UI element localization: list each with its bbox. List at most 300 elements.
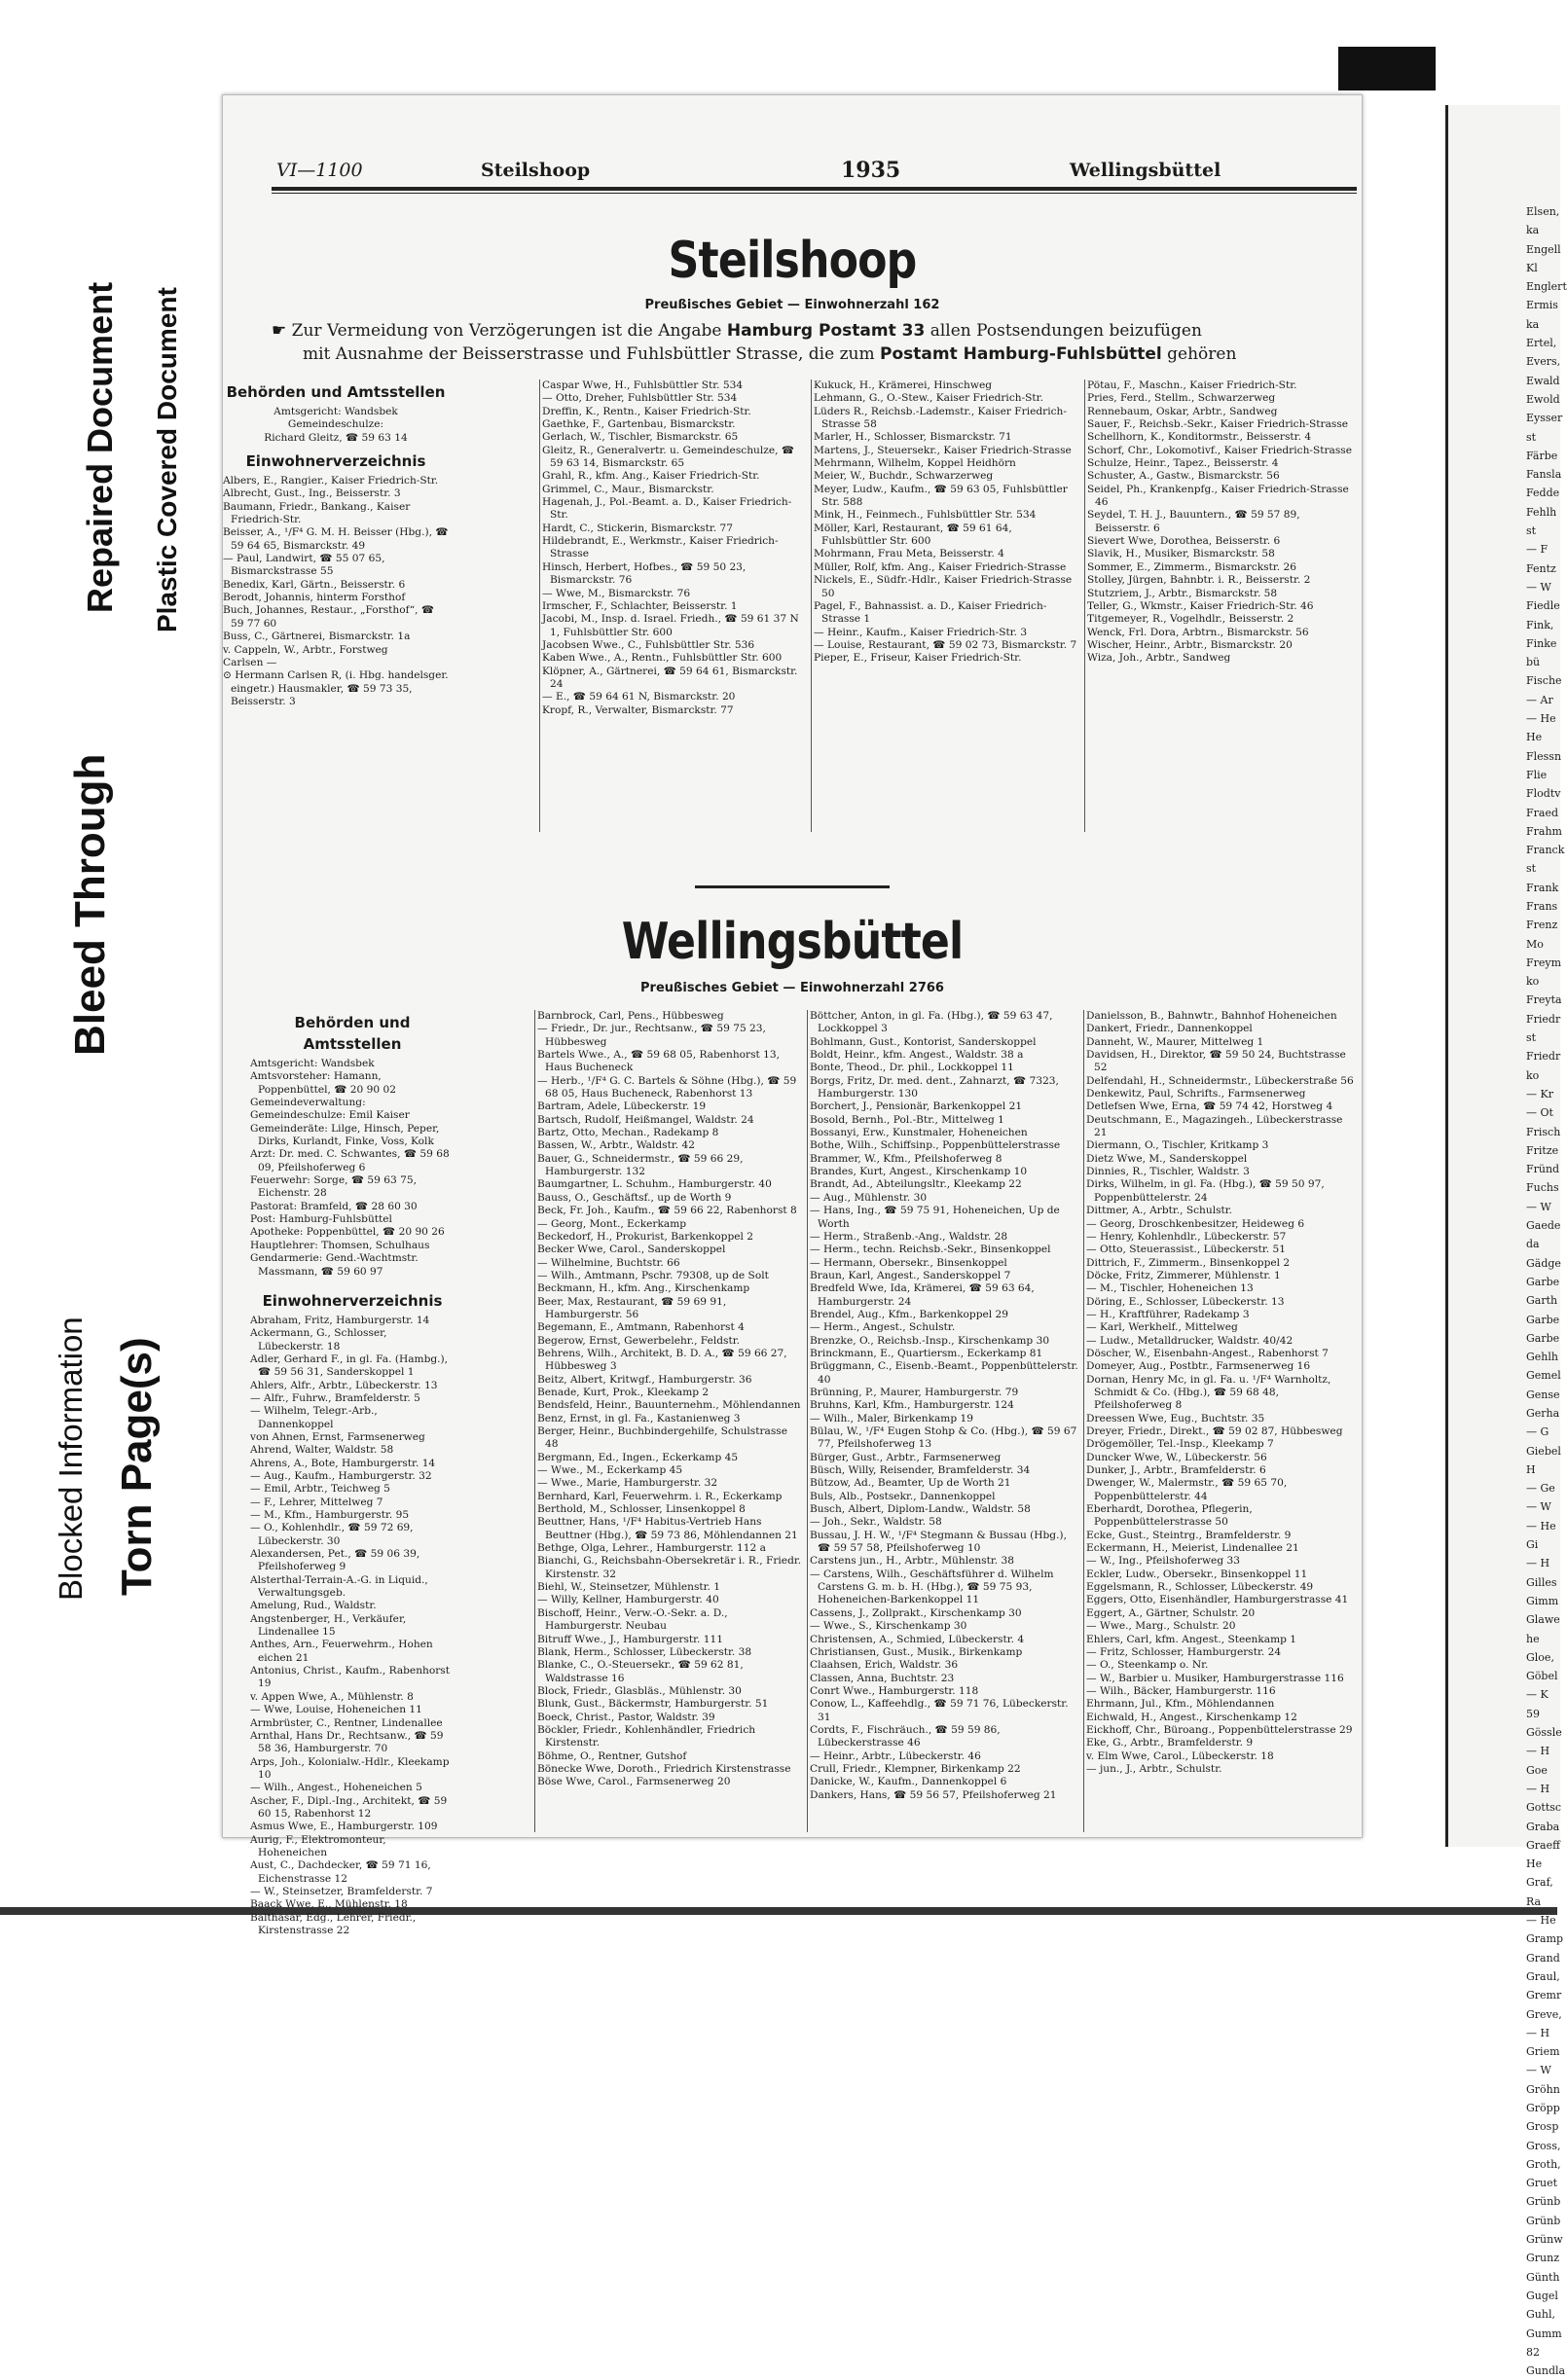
- fragment-line: ko: [1526, 1068, 1540, 1082]
- directory-entry: Marler, H., Schlosser, Bismarckstr. 71: [814, 431, 1012, 444]
- directory-entry: — Wwe, M., Bismarckstr. 76: [542, 587, 691, 599]
- directory-entry: Wischer, Heinr., Arbtr., Bismarckstr. 20: [1087, 638, 1293, 651]
- directory-entry: Bartsch, Rudolf, Heißmangel, Waldstr. 24: [537, 1113, 754, 1126]
- fragment-line: Günth: [1526, 2270, 1560, 2284]
- fragment-line: Fische: [1526, 674, 1562, 688]
- fragment-line: Ra: [1526, 1894, 1542, 1908]
- directory-entry: Biehl, W., Steinsetzer, Mühlenstr. 1: [537, 1581, 721, 1594]
- directory-entry: Brünning, P., Maurer, Hamburgerstr. 79: [810, 1386, 1019, 1398]
- header-right-town: Wellingsbüttel: [1070, 160, 1221, 181]
- directory-entry: Eckler, Ludw., Obersekr., Binsenkoppel 11: [1086, 1568, 1308, 1580]
- fragment-line: Gädge: [1526, 1256, 1561, 1270]
- fragment-line: Frahm: [1526, 824, 1562, 838]
- directory-entry: Dankert, Friedr., Dannenkoppel: [1086, 1023, 1253, 1035]
- directory-entry: Ahlers, Alfr., Arbtr., Lübeckerstr. 13: [250, 1379, 438, 1391]
- directory-entry: Amtsvorsteher: Hamann, Poppenbüttel, ☎ 20 90 02: [250, 1070, 396, 1096]
- town-title-wellingsbuettel: Wellingsbüttel: [621, 913, 964, 971]
- directory-entry: Beitz, Albert, Kritwgf., Hamburgerstr. 36: [537, 1373, 752, 1386]
- directory-entry: Richard Gleitz, ☎ 59 63 14: [264, 431, 408, 444]
- directory-entry: Beck, Fr. Joh., Kaufm., ☎ 59 66 22, Rabenhorst 8: [537, 1205, 797, 1217]
- fragment-line: — H: [1526, 1782, 1550, 1795]
- directory-entry: Dinnies, R., Tischler, Waldstr. 3: [1086, 1166, 1250, 1178]
- directory-entry: Begemann, E., Amtmann, Rabenhorst 4: [537, 1321, 745, 1334]
- directory-entry: Blunk, Gust., Bäckermstr, Hamburgerstr. 51: [537, 1698, 769, 1711]
- directory-entry: Sauer, F., Reichsb.-Sekr., Kaiser Friedrich-Strasse: [1087, 418, 1349, 431]
- directory-entry: Anthes, Arn., Feuerwehrm., Hohen eichen 21: [250, 1639, 433, 1664]
- directory-entry: Danneht, W., Maurer, Mittelweg 1: [1086, 1035, 1264, 1048]
- fragment-line: Grunz: [1526, 2252, 1560, 2265]
- notice-text-1: Zur Vermeidung von Verzögerungen ist die Angabe: [291, 321, 722, 341]
- directory-entry: Arzt: Dr. med. C. Schwantes, ☎ 59 68 09, Pfeilshoferweg 6: [250, 1148, 450, 1173]
- directory-entry: Wiza, Joh., Arbtr., Sandweg: [1087, 652, 1231, 665]
- directory-entry: Berger, Heinr., Buchbindergehilfe, Schulstrasse 48: [537, 1425, 788, 1451]
- fragment-line: Griem: [1526, 2045, 1560, 2059]
- directory-entry: Pötau, F., Maschn., Kaiser Friedrich-Str.: [1087, 379, 1297, 391]
- directory-entry: Abraham, Fritz, Hamburgerstr. 14: [250, 1314, 430, 1326]
- directory-entry: Gemeinderäte: Lilge, Hinsch, Peper, Dirks, Kurlandt, Finke, Voss, Kolk: [250, 1122, 440, 1148]
- fragment-line: Flie: [1526, 768, 1548, 781]
- fragment-line: Graf,: [1526, 1876, 1553, 1890]
- directory-entry: Cassens, J., Zollprakt., Kirschenkamp 30: [810, 1606, 1022, 1619]
- directory-entry: Braun, Karl, Angest., Sanderskoppel 7: [810, 1269, 1011, 1281]
- fragment-line: — He: [1526, 1914, 1556, 1928]
- directory-entry: Dankers, Hans, ☎ 59 56 57, Pfeilshoferweg 21: [810, 1788, 1057, 1801]
- directory-entry: Dreyer, Friedr., Direkt., ☎ 59 02 87, Hübbesweg: [1086, 1425, 1343, 1437]
- directory-entry: v. Cappeln, W., Arbtr., Forstweg: [223, 643, 388, 656]
- directory-entry: Nickels, E., Südfr.-Hdlr., Kaiser Friedrich-Strasse 50: [814, 574, 1073, 599]
- directory-entry: — Wilh., Amtmann, Pschr. 79308, up de Solt: [537, 1269, 769, 1281]
- fragment-line: Garbe: [1526, 1331, 1560, 1345]
- directory-entry: Amtsgericht: Wandsbek: [273, 406, 398, 417]
- directory-entry: Carlsen —: [223, 656, 277, 668]
- directory-entry: Bauss, O., Geschäftsf., up de Worth 9: [537, 1191, 732, 1204]
- fragment-line: Gumm: [1526, 2326, 1562, 2340]
- directory-entry: — Wilh., Bäcker, Hamburgerstr. 116: [1086, 1684, 1276, 1697]
- directory-entry: Sommer, E., Zimmerm., Bismarckstr. 26: [1087, 560, 1296, 573]
- directory-entry: Domeyer, Aug., Postbtr., Farmsenerweg 16: [1086, 1360, 1311, 1373]
- fragment-line: Garth: [1526, 1294, 1558, 1308]
- fragment-line: st: [1526, 524, 1537, 538]
- label-torn-pages: Torn Page(s): [113, 1337, 161, 1596]
- directory-entry: Grahl, R., kfm. Ang., Kaiser Friedrich-Str.: [542, 470, 760, 483]
- directory-entry: Bothe, Wilh., Schiffsinp., Poppenbüttelerstrasse: [810, 1139, 1061, 1152]
- directory-entry: Berodt, Johannis, hinterm Forsthof: [223, 592, 406, 604]
- fragment-list: [1448, 105, 1567, 2380]
- town-title-steilshoop: Steilshoop: [668, 232, 917, 290]
- residents-list: [542, 379, 805, 717]
- directory-entry: Bergmann, Ed., Ingen., Eckerkamp 45: [537, 1451, 739, 1463]
- directory-entry: — W., Ing., Pfeilshoferweg 33: [1086, 1555, 1240, 1568]
- directory-entry: Brenzke, O., Reichsb.-Insp., Kirschenkamp 30: [810, 1334, 1050, 1347]
- directory-entry: Borchert, J., Pensionär, Barkenkoppel 21: [810, 1100, 1023, 1113]
- directory-entry: Deutschmann, E., Magazingeh., Lübeckerstrasse 21: [1086, 1113, 1343, 1139]
- directory-entry: Behrens, Wilh., Architekt, B. D. A., ☎ 59 66 27, Hübbesweg 3: [537, 1347, 787, 1373]
- directory-entry: Mehrmann, Wilhelm, Koppel Heidhörn: [814, 457, 1016, 470]
- residents-list: [537, 1010, 802, 1789]
- directory-entry: Berthold, M., Schlosser, Linsenkoppel 8: [537, 1503, 746, 1516]
- directory-entry: — H., Kraftführer, Radekamp 3: [1086, 1308, 1250, 1320]
- directory-entry: Barnbrock, Carl, Pens., Hübbesweg: [537, 1010, 724, 1022]
- directory-entry: Pries, Ferd., Stellm., Schwarzerweg: [1087, 392, 1276, 405]
- town-subtitle-steilshoop: Preußisches Gebiet — Einwohnerzahl 162: [644, 298, 940, 312]
- directory-entry: — Heinr., Kaufm., Kaiser Friedrich-Str. 3: [814, 626, 1028, 638]
- fragment-line: Gerha: [1526, 1407, 1560, 1420]
- directory-entry: Eichwald, H., Angest., Kirschenkamp 12: [1086, 1711, 1297, 1723]
- directory-entry: Dittrich, F., Zimmerm., Binsenkoppel 2: [1086, 1256, 1291, 1269]
- fragment-line: — Ge: [1526, 1482, 1555, 1496]
- fragment-line: Gehlh: [1526, 1351, 1558, 1364]
- directory-entry: — Fritz, Schlosser, Hamburgerstr. 24: [1086, 1645, 1282, 1658]
- directory-entry: Büsch, Willy, Reisender, Bramfelderstr. 34: [810, 1464, 1031, 1477]
- directory-entry: Böckler, Friedr., Kohlenhändler, Friedrich Kirstenstr.: [537, 1723, 756, 1749]
- directory-entry: Blanke, C., O.-Steuersekr., ☎ 59 62 81, Waldstrasse 16: [537, 1659, 744, 1684]
- directory-entry: Beckedorf, H., Prokurist, Barkenkoppel 2: [537, 1230, 754, 1243]
- fragment-line: Frans: [1526, 899, 1558, 913]
- directory-entry: Aust, C., Dachdecker, ☎ 59 71 16, Eichenstrasse 12: [250, 1859, 431, 1885]
- fragment-line: Friedr: [1526, 1050, 1561, 1064]
- notice-text-1b: allen Postsendungen beizufügen: [929, 321, 1202, 341]
- directory-entry: Teller, G., Wkmstr., Kaiser Friedrich-Str. 46: [1087, 599, 1314, 612]
- directory-entry: Eberhardt, Dorothea, Pflegerin, Poppenbüttelerstrasse 50: [1086, 1503, 1253, 1529]
- directory-entry: Feuerwehr: Sorge, ☎ 59 63 75, Eichenstr. 28: [250, 1174, 417, 1200]
- directory-entry: Conow, L., Kaffeehdlg., ☎ 59 71 76, Lübeckerstr. 31: [810, 1698, 1069, 1723]
- directory-entry: Eggers, Otto, Eisenhändler, Hamburgerstrasse 41: [1086, 1594, 1349, 1606]
- fragment-line: Grünb: [1526, 2195, 1561, 2209]
- directory-entry: ⊙ Hermann Carlsen R, (i. Hbg. handelsger. eingetr.) Hausmakler, ☎ 59 73 35, Beisserstr. 3: [223, 669, 449, 707]
- notice-text-2: mit Ausnahme der Beisserstrasse und Fuhlsbüttler Strasse, die zum: [303, 344, 875, 364]
- column-divider: [539, 379, 540, 832]
- directory-entry: Bürger, Gust., Arbtr., Farmsenerweg: [810, 1451, 1002, 1463]
- directory-entry: — jun., J., Arbtr., Schulstr.: [1086, 1762, 1222, 1775]
- directory-entry: — Wwe., S., Kirschenkamp 30: [810, 1620, 967, 1633]
- fragment-line: Elsen,: [1526, 205, 1560, 218]
- directory-entry: Ahrend, Walter, Waldstr. 58: [250, 1444, 394, 1457]
- directory-entry: Angstenberger, H., Verkäufer, Lindenallee 15: [250, 1612, 407, 1639]
- directory-entry: Bartz, Otto, Mechan., Radekamp 8: [537, 1127, 719, 1139]
- fragment-line: — H: [1526, 1745, 1550, 1758]
- fragment-line: — F: [1526, 543, 1549, 557]
- label-blocked-information: Blocked Information: [53, 1316, 89, 1601]
- directory-entry: v. Appen Wwe, A., Mühlenstr. 8: [250, 1690, 414, 1703]
- column-divider: [1083, 1010, 1084, 1832]
- directory-entry: Gendarmerie: Gend.-Wachtmstr. Massmann, ☎ 59 60 97: [250, 1252, 419, 1278]
- directory-entry: — Henry, Kohlenhdlr., Lübeckerstr. 57: [1086, 1230, 1287, 1243]
- directory-entry: Mink, H., Feinmech., Fuhlsbüttler Str. 534: [814, 509, 1037, 522]
- directory-entry: Albers, E., Rangier., Kaiser Friedrich-Str.: [223, 475, 439, 487]
- directory-entry: — Wilhelmine, Buchtstr. 66: [537, 1256, 680, 1269]
- fragment-line: Fründ: [1526, 1163, 1560, 1176]
- directory-entry: Borgs, Fritz, Dr. med. dent., Zahnarzt, ☎ 7323, Hamburgerstr. 130: [810, 1074, 1059, 1100]
- directory-entry: — Heinr., Arbtr., Lübeckerstr. 46: [810, 1749, 981, 1762]
- directory-entry: Ecke, Gust., Steintrg., Bramfelderstr. 9: [1086, 1529, 1292, 1541]
- column-divider: [811, 379, 812, 832]
- directory-entry: Martens, J., Steuersekr., Kaiser Friedrich-Strasse: [814, 444, 1072, 456]
- steilshoop-column-2: [542, 379, 805, 837]
- fragment-line: Franck: [1526, 844, 1565, 857]
- directory-entry: Pastorat: Bramfeld, ☎ 28 60 30: [250, 1200, 418, 1212]
- directory-entry: Gemeindeschulze:: [287, 418, 384, 431]
- fragment-line: Fraed: [1526, 806, 1558, 819]
- directory-entry: — Paul, Landwirt, ☎ 55 07 65, Bismarckstrasse 55: [223, 553, 385, 578]
- pointing-hand-icon: ☛: [272, 321, 292, 341]
- directory-entry: — Georg, Droschkenbesitzer, Heideweg 6: [1086, 1217, 1305, 1230]
- directory-entry: Bossanyi, Erw., Kunstmaler, Hoheneichen: [810, 1127, 1028, 1139]
- directory-entry: Kropf, R., Verwalter, Bismarckstr. 77: [542, 703, 734, 716]
- directory-entry: Classen, Anna, Buchtstr. 23: [810, 1672, 955, 1684]
- directory-entry: — Friedr., Dr. jur., Rechtsanw., ☎ 59 75 23, Hübbesweg: [537, 1023, 766, 1048]
- fragment-line: Mo: [1526, 937, 1544, 951]
- fragment-line: Fritze: [1526, 1143, 1559, 1157]
- town-subtitle-wellingsbuettel: Preußisches Gebiet — Einwohnerzahl 2766: [640, 981, 944, 995]
- directory-entry: — Wwe., Marg., Schulstr. 20: [1086, 1620, 1236, 1633]
- directory-entry: Böse Wwe, Carol., Farmsenerweg 20: [537, 1776, 731, 1788]
- fragment-line: — Ot: [1526, 1106, 1553, 1120]
- directory-entry: Böttcher, Anton, in gl. Fa. (Hbg.), ☎ 59 63 47, Lockkoppel 3: [810, 1010, 1053, 1035]
- fragment-line: — Kr: [1526, 1087, 1553, 1100]
- fragment-line: Grosp: [1526, 2120, 1559, 2134]
- directory-entry: Dirks, Wilhelm, in gl. Fa. (Hbg.), ☎ 59 50 97, Poppenbüttelerstr. 24: [1086, 1178, 1325, 1204]
- directory-entry: Conrt Wwe., Hamburgerstr. 118: [810, 1684, 979, 1697]
- directory-entry: — Herm., techn. Reichsb.-Sekr., Binsenkoppel: [810, 1244, 1051, 1256]
- directory-entry: Bruhns, Karl, Kfm., Hamburgerstr. 124: [810, 1399, 1014, 1412]
- directory-entry: Danielsson, B., Bahnwtr., Bahnhof Hoheneichen: [1086, 1010, 1337, 1022]
- fragment-line: Ermis: [1526, 299, 1558, 312]
- directory-entry: Ascher, F., Dipl.-Ing., Architekt, ☎ 59 60 15, Rabenhorst 12: [250, 1794, 448, 1820]
- fragment-line: Eysser: [1526, 412, 1563, 425]
- directory-entry: Danicke, W., Kaufm., Dannenkoppel 6: [810, 1776, 1007, 1788]
- fragment-line: st: [1526, 430, 1537, 444]
- directory-entry: — W., Steinsetzer, Bramfelderstr. 7: [250, 1885, 433, 1897]
- directory-entry: Dwenger, W., Malermstr., ☎ 59 65 70, Poppenbüttelerstr. 44: [1086, 1477, 1288, 1502]
- fragment-line: Gloe,: [1526, 1650, 1554, 1664]
- scanner-dark-bar-top: [1338, 47, 1436, 90]
- directory-entry: Lehmann, G., O.-Stew., Kaiser Friedrich-Str.: [814, 392, 1043, 405]
- directory-entry: — Herb., ¹/F⁴ G. C. Bartels & Söhne (Hbg.), ☎ 59 68 05, Haus Bucheneck, Rabenhorst 13: [537, 1074, 797, 1100]
- fragment-line: Gröhn: [1526, 2082, 1560, 2096]
- fragment-line: — He: [1526, 712, 1556, 726]
- side-label-column: [51, 175, 221, 1635]
- directory-entry: — Herm., Angest., Schulstr.: [810, 1321, 956, 1334]
- directory-entry: Brendel, Aug., Kfm., Barkenkoppel 29: [810, 1308, 1008, 1320]
- fragment-line: Greve,: [1526, 2007, 1562, 2021]
- fragment-line: Englert: [1526, 280, 1567, 294]
- fragment-line: ko: [1526, 975, 1540, 989]
- directory-entry: Gemeindeschulze: Emil Kaiser: [250, 1109, 410, 1122]
- authorities-list: [250, 1058, 455, 1279]
- fragment-line: Fedde: [1526, 487, 1560, 500]
- directory-entry: Irmscher, F., Schlachter, Beisserstr. 1: [542, 599, 738, 612]
- directory-entry: Böhme, O., Rentner, Gutshof: [537, 1749, 687, 1762]
- directory-entry: Beer, Max, Restaurant, ☎ 59 69 91, Hamburgerstr. 56: [537, 1295, 727, 1320]
- directory-entry: Bülau, W., ¹/F⁴ Eugen Stohp & Co. (Hbg.), ☎ 59 67 77, Pfeilshoferweg 13: [810, 1425, 1077, 1451]
- fragment-line: — G: [1526, 1425, 1549, 1439]
- directory-entry: Asmus Wwe, E., Hamburgerstr. 109: [250, 1821, 438, 1833]
- directory-entry: — Hermann, Obersekr., Binsenkoppel: [810, 1256, 1007, 1269]
- fragment-line: he: [1526, 1632, 1540, 1645]
- directory-entry: Hauptlehrer: Thomsen, Schulhaus: [250, 1239, 430, 1251]
- fragment-line: Gundla: [1526, 2364, 1566, 2378]
- directory-entry: Eckermann, H., Meierist, Lindenallee 21: [1086, 1542, 1299, 1555]
- directory-entry: Dornan, Henry Mc, in gl. Fa. u. ¹/F⁴ Warnholtz, Schmidt & Co. (Hbg.), ☎ 59 68 48, Pfeilshoferweg 8: [1086, 1373, 1331, 1412]
- directory-entry: Bosold, Bernh., Pol.-Btr., Mittelweg 1: [810, 1113, 1004, 1126]
- directory-entry: — W., Barbier u. Musiker, Hamburgerstrasse 116: [1086, 1672, 1344, 1684]
- directory-entry: Eke, G., Arbtr., Bramfelderstr. 9: [1086, 1737, 1254, 1749]
- fragment-line: Gi: [1526, 1538, 1539, 1552]
- directory-entry: Bitruff Wwe., J., Hamburgerstr. 111: [537, 1633, 723, 1645]
- directory-entry: Titgemeyer, R., Vogelhdlr., Beisserstr. 2: [1087, 613, 1294, 626]
- directory-entry: — Emil, Arbtr., Teichweg 5: [250, 1483, 390, 1496]
- fragment-line: He: [1526, 731, 1543, 744]
- fragment-line: Goe: [1526, 1763, 1548, 1777]
- notice-line-2: [272, 343, 1357, 366]
- directory-entry: — E., ☎ 59 64 61 N, Bismarckstr. 20: [542, 691, 736, 703]
- directory-entry: Bohlmann, Gust., Kontorist, Sanderskoppel: [810, 1035, 1037, 1048]
- notice-bold-2: Postamt Hamburg-Fuhlsbüttel: [880, 344, 1162, 364]
- fragment-line: He: [1526, 1857, 1543, 1871]
- fragment-line: Fehlh: [1526, 505, 1557, 519]
- fragment-line: Gramp: [1526, 1932, 1564, 1946]
- fragment-line: Ertel,: [1526, 337, 1557, 350]
- directory-entry: Baack Wwe, E., Mühlenstr. 18: [250, 1898, 408, 1911]
- directory-entry: Kaben Wwe., A., Rentn., Fuhlsbüttler Str. 600: [542, 652, 783, 665]
- residents-list: [814, 379, 1078, 666]
- fragment-line: — H: [1526, 1557, 1550, 1570]
- directory-entry: Caspar Wwe, H., Fuhlsbüttler Str. 534: [542, 379, 744, 391]
- column-divider: [1084, 379, 1085, 832]
- section-heading-residents: Einwohnerverzeichnis: [245, 452, 426, 471]
- directory-entry: Bendsfeld, Heinr., Bauunternehm., Möhlendannen: [537, 1399, 801, 1412]
- directory-entry: Bönecke Wwe, Doroth., Friedrich Kirstenstrasse: [537, 1762, 791, 1775]
- directory-entry: Adler, Gerhard F., in gl. Fa. (Hambg.), ☎ 59 56 31, Sanderskoppel 1: [250, 1352, 449, 1379]
- directory-entry: — Aug., Kaufm., Hamburgerstr. 32: [250, 1469, 432, 1482]
- fragment-line: Färbe: [1526, 449, 1558, 462]
- directory-entry: — Aug., Mühlenstr. 30: [810, 1191, 928, 1204]
- directory-entry: Stutzriem, J., Arbtr., Bismarckstr. 58: [1087, 587, 1278, 599]
- fragment-line: st: [1526, 1031, 1537, 1045]
- directory-entry: Bassen, W., Arbtr., Waldstr. 42: [537, 1139, 695, 1152]
- directory-entry: Dunker, J., Arbtr., Bramfelderstr. 6: [1086, 1464, 1266, 1477]
- directory-entry: Gerlach, W., Tischler, Bismarckstr. 65: [542, 431, 739, 444]
- notice-text-2b: gehören: [1167, 344, 1237, 364]
- fragment-line: Freym: [1526, 956, 1562, 969]
- directory-entry: Schellhorn, K., Konditormstr., Beisserstr. 4: [1087, 431, 1312, 444]
- section-divider: [695, 885, 890, 888]
- fragment-line: Grünb: [1526, 2214, 1561, 2227]
- directory-entry: — O., Kohlenhdlr., ☎ 59 72 69, Lübeckerstr. 30: [250, 1522, 414, 1547]
- directory-entry: Christensen, A., Schmied, Lübeckerstr. 4: [810, 1633, 1025, 1645]
- section-heading-authorities: Behörden und Amtsstellen: [294, 1014, 411, 1053]
- fragment-line: Gemel: [1526, 1369, 1561, 1383]
- adjacent-page-fragment: [1445, 105, 1567, 2378]
- directory-entry: Post: Hamburg-Fuhlsbüttel: [250, 1213, 392, 1226]
- fragment-line: Engell: [1526, 242, 1561, 256]
- fragment-line: Graba: [1526, 1820, 1560, 1833]
- fragment-line: Fansla: [1526, 468, 1562, 482]
- fragment-line: H: [1526, 1462, 1536, 1476]
- directory-entry: Schorf, Chr., Lokomotivf., Kaiser Friedrich-Strasse: [1087, 444, 1353, 456]
- directory-entry: Duncker Wwe, W., Lübeckerstr. 56: [1086, 1451, 1267, 1463]
- directory-entry: Ehlers, Carl, kfm. Angest., Steenkamp 1: [1086, 1633, 1297, 1645]
- residents-list: [250, 1315, 455, 1938]
- directory-entry: — Georg, Mont., Eckerkamp: [537, 1217, 687, 1230]
- directory-entry: Schuster, A., Gastw., Bismarckstr. 56: [1087, 470, 1280, 483]
- header-rule-thin: [272, 193, 1357, 194]
- directory-entry: — Herm., Straßenb.-Ang., Waldstr. 28: [810, 1230, 1008, 1243]
- fragment-line: 59: [1526, 1707, 1540, 1720]
- fragment-line: Gössle: [1526, 1726, 1562, 1740]
- fragment-line: — K: [1526, 1688, 1549, 1702]
- directory-entry: Hagenah, J., Pol.-Beamt. a. D., Kaiser Friedrich-Str.: [542, 496, 792, 522]
- directory-entry: — Carstens, Wilh., Geschäftsführer d. Wilhelm Carstens G. m. b. H. (Hbg.), ☎ 59 75 93, Hoheneichen-Barkenkoppel 11: [810, 1568, 1054, 1606]
- fragment-line: Graul,: [1526, 1969, 1560, 1983]
- fragment-line: Gaede: [1526, 1219, 1561, 1233]
- directory-entry: Carstens jun., H., Arbtr., Mühlenstr. 38: [810, 1555, 1014, 1568]
- directory-entry: Buls, Alb., Postsekr., Dannenkoppel: [810, 1490, 996, 1502]
- directory-entry: Döcke, Fritz, Zimmerer, Mühlenstr. 1: [1086, 1269, 1281, 1281]
- directory-entry: Wenck, Frl. Dora, Arbtrn., Bismarckstr. 56: [1087, 626, 1309, 638]
- fragment-line: Freyta: [1526, 993, 1562, 1007]
- directory-entry: Eggelsmann, R., Schlosser, Lübeckerstr. 49: [1086, 1581, 1314, 1594]
- directory-entry: — Otto, Steuerassist., Lübeckerstr. 51: [1086, 1244, 1286, 1256]
- directory-entry: Alsterthal-Terrain-A.-G. in Liquid., Verwaltungsgeb.: [250, 1573, 428, 1600]
- header-left-town: Steilshoop: [481, 160, 591, 181]
- directory-entry: Eickhoff, Chr., Büroang., Poppenbüttelerstrasse 29: [1086, 1723, 1353, 1736]
- directory-entry: — M., Tischler, Hoheneichen 13: [1086, 1282, 1254, 1295]
- directory-entry: Amtsgericht: Wandsbek: [250, 1058, 375, 1069]
- directory-entry: Apotheke: Poppenbüttel, ☎ 20 90 26: [250, 1226, 445, 1239]
- directory-entry: Möller, Karl, Restaurant, ☎ 59 61 64, Fuhlsbüttler Str. 600: [814, 522, 1012, 548]
- postal-notice: [272, 319, 1357, 366]
- directory-entry: Claahsen, Erich, Waldstr. 36: [810, 1659, 959, 1672]
- fragment-line: — W: [1526, 2064, 1551, 2077]
- fragment-line: — W: [1526, 580, 1551, 594]
- directory-entry: Seidel, Ph., Krankenpfg., Kaiser Friedrich-Strasse 46: [1087, 483, 1349, 509]
- directory-entry: — F., Lehrer, Mittelweg 7: [250, 1496, 383, 1508]
- directory-entry: Baumann, Friedr., Bankang., Kaiser Friedrich-Str.: [223, 500, 411, 526]
- fragment-line: Garbe: [1526, 1275, 1560, 1288]
- directory-entry: Buch, Johannes, Restaur., „Forsthof“, ☎ 59 77 60: [223, 604, 435, 630]
- fragment-line: — H: [1526, 2026, 1550, 2039]
- directory-entry: Crull, Friedr., Klempner, Birkenkamp 22: [810, 1762, 1021, 1775]
- directory-entry: Antonius, Christ., Kaufm., Rabenhorst 19: [250, 1665, 450, 1690]
- directory-entry: Pieper, E., Friseur, Kaiser Friedrich-Str.: [814, 652, 1022, 665]
- directory-entry: Meyer, Ludw., Kaufm., ☎ 59 63 05, Fuhlsbüttler Str. 588: [814, 483, 1068, 509]
- header-year: 1935: [841, 158, 901, 183]
- fragment-line: Graeff: [1526, 1838, 1560, 1852]
- directory-entry: Meier, W., Buchdr., Schwarzerweg: [814, 470, 994, 483]
- fragment-line: ka: [1526, 224, 1540, 237]
- directory-entry: Brandes, Kurt, Angest., Kirschenkamp 10: [810, 1166, 1028, 1178]
- fragment-line: da: [1526, 1238, 1540, 1251]
- fragment-line: Groth,: [1526, 2157, 1561, 2171]
- fragment-line: Gilles: [1526, 1575, 1557, 1589]
- directory-entry: Brandt, Ad., Abteilungsltr., Kleekamp 22: [810, 1178, 1022, 1191]
- steilshoop-column-3: [814, 379, 1078, 837]
- fragment-line: Friedr: [1526, 1012, 1561, 1026]
- wellingsbuettel-column-2: [537, 1010, 802, 1832]
- fragment-line: Garbe: [1526, 1313, 1560, 1326]
- directory-entry: Schulze, Heinr., Tapez., Beisserstr. 4: [1087, 457, 1279, 470]
- directory-entry: Brinckmann, E., Quartiersm., Eckerkamp 81: [810, 1347, 1043, 1359]
- fragment-line: Kl: [1526, 261, 1538, 274]
- directory-entry: — Hans, Ing., ☎ 59 75 91, Hoheneichen, Up de Worth: [810, 1205, 1060, 1230]
- residents-list: [1086, 1010, 1359, 1776]
- steilshoop-column-4: [1087, 379, 1358, 837]
- section-heading-authorities: Behörden und Amtsstellen: [226, 383, 446, 401]
- residents-list: [223, 475, 449, 708]
- directory-entry: Slavik, H., Musiker, Bismarckstr. 58: [1087, 548, 1275, 560]
- fragment-line: Gugel: [1526, 2289, 1558, 2302]
